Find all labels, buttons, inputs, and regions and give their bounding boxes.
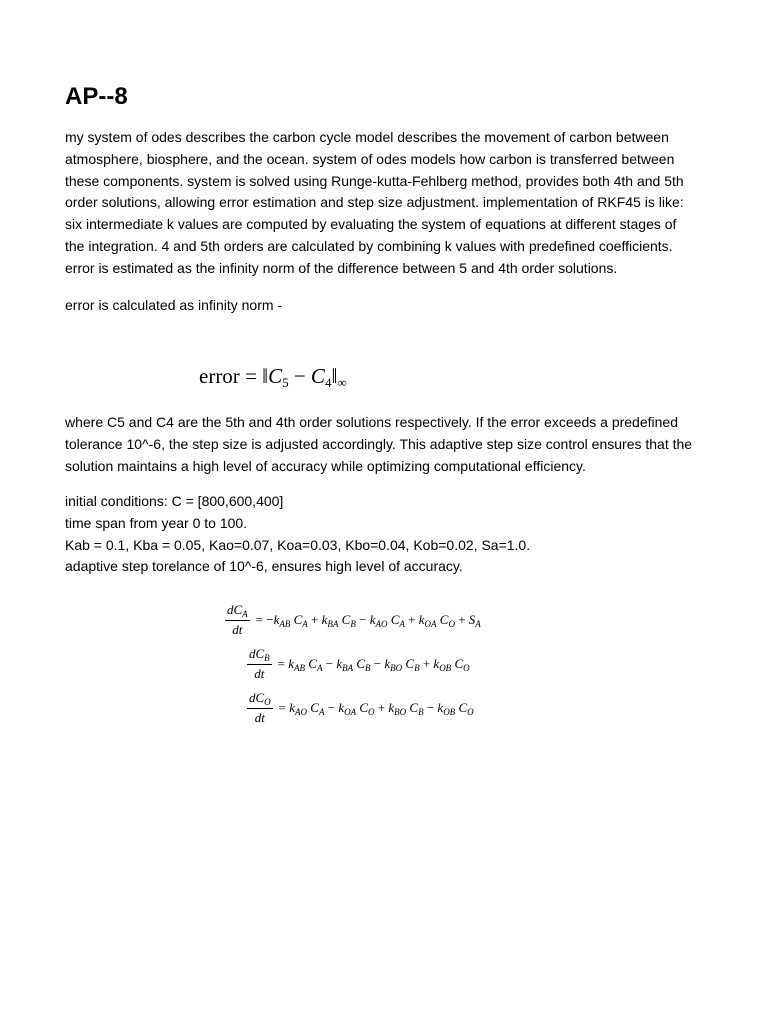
parameter-line: initial conditions: C = [800,600,400] xyxy=(65,493,284,509)
norm-close: ‖ xyxy=(331,364,338,388)
intro-line: the integration. 4 and 5th orders are calculated by combining k values with predefined coefficients. xyxy=(65,237,673,254)
ode-fraction xyxy=(247,690,273,726)
intro-line: my system of odes describes the carbon cycle model describes the movement of carbon between xyxy=(65,129,669,145)
tolerance-line: tolerance 10^-6, the step size is adjusted accordingly. This adaptive step size control ensures that the xyxy=(65,435,693,452)
tolerance-line: solution maintains a high level of accuracy while optimizing computational efficiency. xyxy=(65,457,586,474)
intro-line: order solutions, allowing error estimation and step size adjustment. implementation of RKF45 is like: xyxy=(65,194,684,211)
parameter-line: Kab = 0.1, Kba = 0.05, Kao=0.07, Koa=0.03, Kbo=0.04, Kob=0.02, Sa=1.0. xyxy=(65,536,531,553)
error-equation-lhs: error xyxy=(199,364,240,388)
ode-fraction xyxy=(225,602,250,638)
ode-row-b xyxy=(225,642,481,686)
ode-system xyxy=(225,598,481,730)
intro-paragraph xyxy=(65,127,705,280)
intro-line: atmosphere, biosphere, and the ocean. system of odes models how carbon is transferred between xyxy=(65,150,675,167)
ode-numerator: dC xyxy=(227,602,243,617)
error-equation xyxy=(199,364,347,391)
document-title: AP--8 xyxy=(65,83,128,110)
parameters-paragraph xyxy=(65,491,705,578)
ode-numerator: dC xyxy=(249,690,265,705)
parameter-line: adaptive step torelance of 10^-6, ensures high level of accuracy. xyxy=(65,558,463,575)
c5-subscript: 5 xyxy=(282,375,289,390)
intro-line: six intermediate k values are computed by evaluating the system of equations at different stages of xyxy=(65,216,677,233)
tolerance-paragraph xyxy=(65,412,705,477)
ode-numerator-sub: B xyxy=(264,653,270,663)
error-intro-text: error is calculated as infinity norm - xyxy=(65,297,283,313)
minus-sign: − xyxy=(293,364,306,388)
parameter-line: time span from year 0 to 100. xyxy=(65,514,248,531)
ode-denominator: dt xyxy=(254,666,265,681)
ode-row-a xyxy=(225,598,481,642)
ode-rhs: = $-k_{AB}$ $C_A + k_{BA}$ $C_B - k_{AO}$ $C_A + k_{OA}$ $C_O + S_A$ xyxy=(255,611,481,629)
error-equation-equals: = xyxy=(245,364,257,388)
ode-numerator-sub: O xyxy=(264,697,271,707)
ode-rhs: = $k_{AO}$ $C_A - k_{OA}$ $C_O + k_{BO}$ $C_B - k_{OB}$ $C_O$ xyxy=(278,699,474,717)
ode-numerator: dC xyxy=(249,646,265,661)
intro-line: error is estimated as the infinity norm of the difference between 5 and 4th order solutions. xyxy=(65,259,618,276)
ode-row-o xyxy=(225,686,481,730)
c5-symbol: C xyxy=(268,364,283,388)
norm-open: ‖ xyxy=(262,364,269,388)
tolerance-line: where C5 and C4 are the 5th and 4th order solutions respectively. If the error exceeds a predefined xyxy=(65,414,678,430)
ode-rhs: = $k_{AB}$ $C_A - k_{BA}$ $C_B - k_{BO}$ $C_B + k_{OB}$ $C_O$ xyxy=(277,655,470,673)
ode-denominator: dt xyxy=(232,622,243,637)
intro-line: these components. system is solved using Runge-kutta-Fehlberg method, provides both 4th and 5th xyxy=(65,172,684,189)
c4-subscript: 4 xyxy=(324,375,332,390)
ode-denominator: dt xyxy=(254,710,265,725)
ode-fraction xyxy=(247,646,272,682)
c4-symbol: C xyxy=(310,364,325,388)
ode-numerator-sub: A xyxy=(242,609,248,619)
infinity-subscript: ∞ xyxy=(337,375,347,390)
